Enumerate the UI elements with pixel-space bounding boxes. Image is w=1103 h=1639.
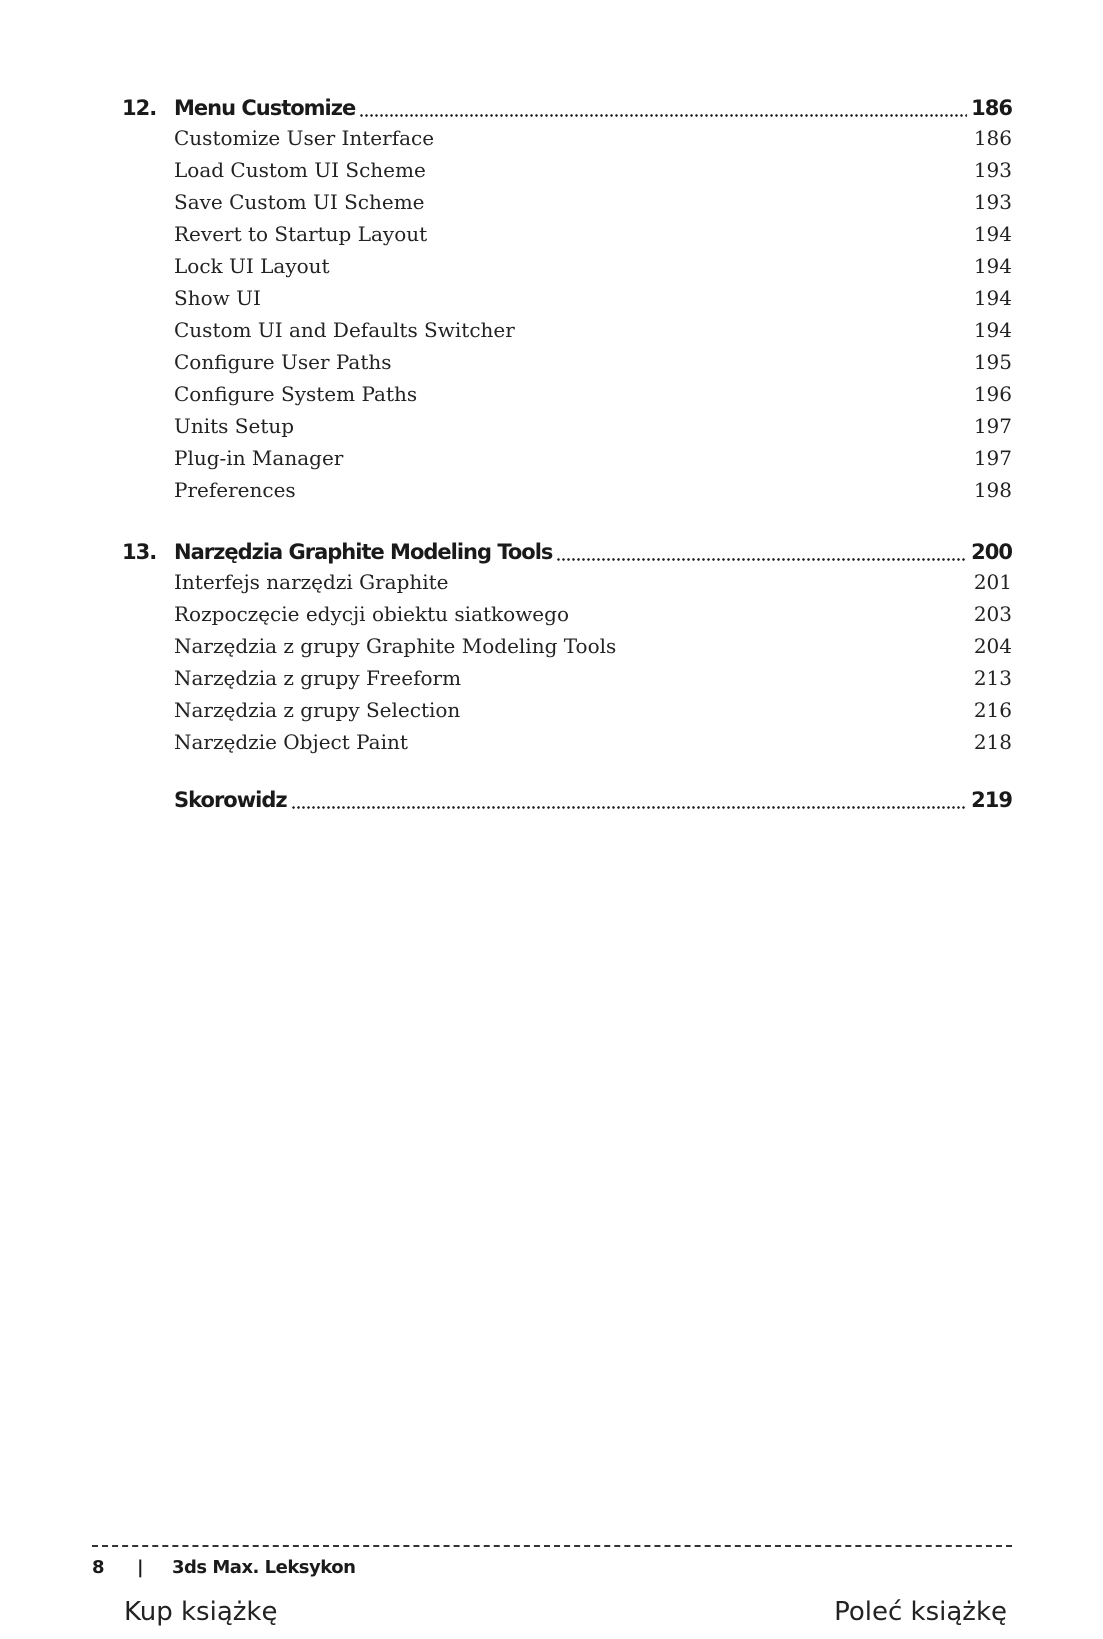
toc-entry[interactable] (174, 476, 1012, 504)
entry-title: Plug-in Manager (174, 446, 344, 470)
footer-divider (92, 1545, 1012, 1547)
toc-entry[interactable] (174, 188, 1012, 216)
entry-page: 194 (973, 318, 1012, 342)
toc-entry[interactable] (174, 600, 1012, 628)
entry-page: 193 (973, 158, 1012, 182)
entry-title: Narzędzie Object Paint (174, 730, 408, 754)
entry-page: 194 (973, 286, 1012, 310)
toc-entry[interactable] (174, 156, 1012, 184)
toc-entry[interactable] (174, 220, 1012, 248)
entry-title: Custom UI and Defaults Switcher (174, 318, 515, 342)
chapter-page: 200 (971, 540, 1012, 564)
toc-entry[interactable] (174, 348, 1012, 376)
entry-page: 213 (973, 666, 1012, 690)
toc-entry[interactable] (174, 316, 1012, 344)
entry-title: Units Setup (174, 414, 295, 438)
entry-page: 218 (973, 730, 1012, 754)
entry-page: 198 (973, 478, 1012, 502)
entry-page: 186 (973, 126, 1012, 150)
entry-title: Customize User Interface (174, 126, 435, 150)
entry-page: 195 (973, 350, 1012, 374)
toc-entry[interactable] (174, 444, 1012, 472)
buy-book-link[interactable]: Kup książkę (124, 1597, 278, 1627)
dot-leader (291, 785, 968, 815)
toc-entry[interactable] (174, 632, 1012, 660)
footer-separator: | (137, 1557, 144, 1578)
entry-title: Rozpoczęcie edycji obiektu siatkowego (174, 602, 569, 626)
toc-chapter[interactable] (122, 93, 1012, 123)
toc-entry[interactable] (174, 664, 1012, 692)
chapter-number: 13. (122, 540, 157, 564)
entry-title: Narzędzia z grupy Selection (174, 698, 461, 722)
chapter-page: 219 (971, 788, 1012, 812)
entry-page: 196 (973, 382, 1012, 406)
entry-title: Narzędzia z grupy Freeform (174, 666, 462, 690)
entry-title: Save Custom UI Scheme (174, 190, 425, 214)
recommend-book-link[interactable]: Poleć książkę (834, 1597, 1007, 1627)
toc-entry[interactable] (174, 696, 1012, 724)
toc-entry[interactable] (174, 568, 1012, 596)
dot-leader (359, 93, 967, 123)
entry-page: 201 (973, 570, 1012, 594)
toc-entry[interactable] (174, 412, 1012, 440)
entry-page: 193 (973, 190, 1012, 214)
entry-page: 204 (973, 634, 1012, 658)
toc-entry[interactable] (174, 380, 1012, 408)
entry-page: 197 (973, 414, 1012, 438)
entry-title: Lock UI Layout (174, 254, 330, 278)
entry-title: Narzędzia z grupy Graphite Modeling Tools (174, 634, 617, 658)
chapter-title: Skorowidz (174, 788, 287, 812)
footer-book-title: 3ds Max. Leksykon (172, 1557, 356, 1578)
toc-chapter-index[interactable] (122, 785, 1012, 815)
entry-page: 194 (973, 222, 1012, 246)
entry-page: 203 (973, 602, 1012, 626)
toc-entry[interactable] (174, 252, 1012, 280)
entry-page: 216 (973, 698, 1012, 722)
entry-title: Configure System Paths (174, 382, 418, 406)
footer-page-number: 8 (92, 1557, 105, 1578)
dot-leader (556, 537, 967, 567)
chapter-title: Narzędzia Graphite Modeling Tools (174, 540, 553, 564)
chapter-title: Menu Customize (174, 96, 356, 120)
entry-page: 197 (973, 446, 1012, 470)
toc-chapter[interactable] (122, 537, 1012, 567)
toc-entry[interactable] (174, 728, 1012, 756)
entry-title: Configure User Paths (174, 350, 392, 374)
entry-page: 194 (973, 254, 1012, 278)
entry-title: Interfejs narzędzi Graphite (174, 570, 449, 594)
chapter-number: 12. (122, 96, 157, 120)
entry-title: Preferences (174, 478, 296, 502)
toc-entry[interactable] (174, 284, 1012, 312)
toc-entry[interactable] (174, 124, 1012, 152)
entry-title: Load Custom UI Scheme (174, 158, 426, 182)
entry-title: Show UI (174, 286, 261, 310)
chapter-page: 186 (971, 96, 1012, 120)
entry-title: Revert to Startup Layout (174, 222, 428, 246)
